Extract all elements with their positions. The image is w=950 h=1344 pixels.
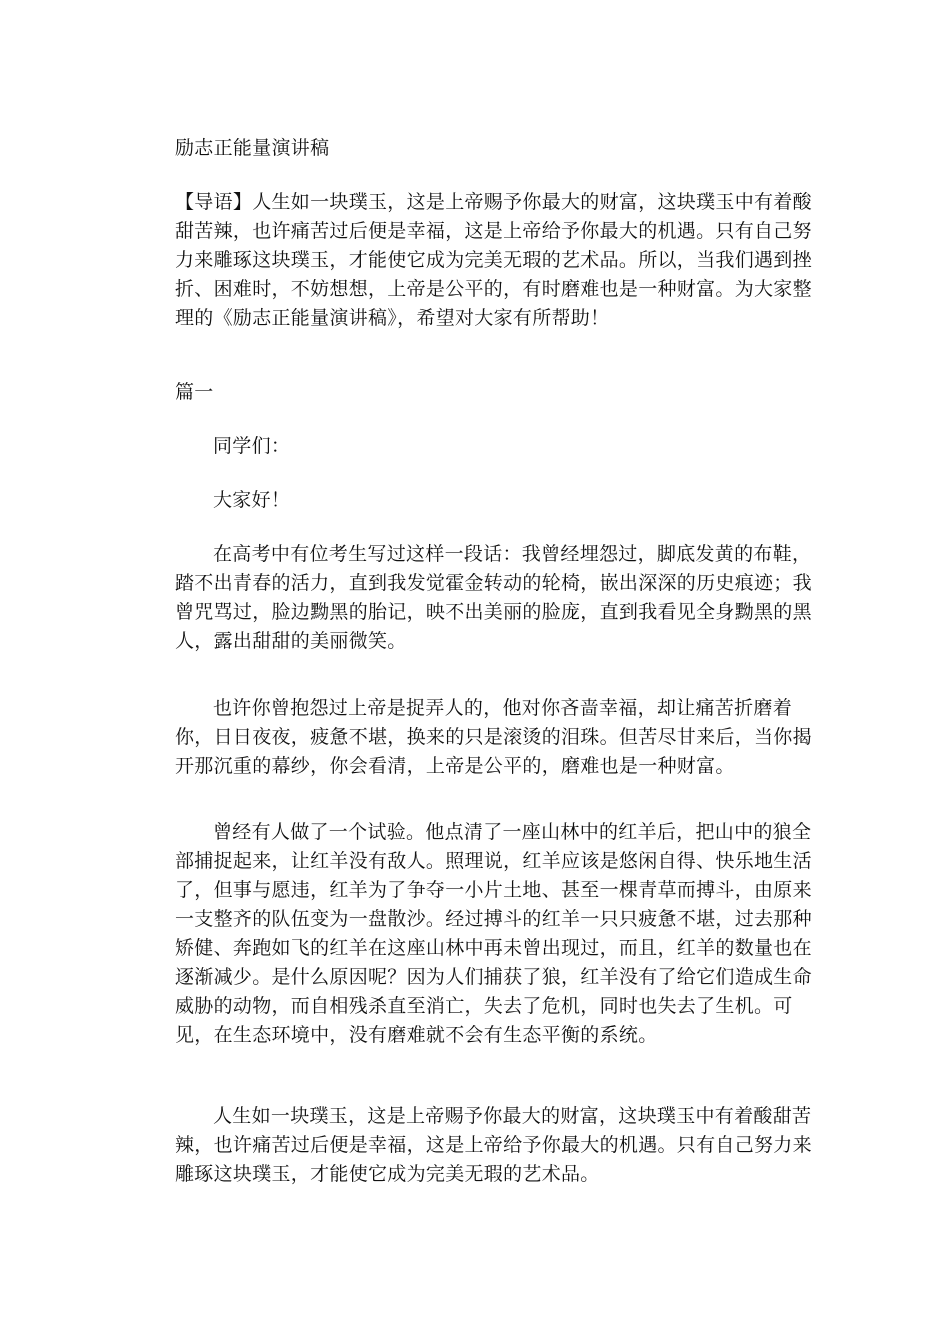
hello-line: 大家好！ — [213, 489, 291, 511]
greeting-line: 同学们： — [213, 435, 291, 457]
document-title: 励志正能量演讲稿 — [175, 137, 330, 159]
intro-paragraph: 【导语】人生如一块璞玉，这是上帝赐予你最大的财富，这块璞玉中有着酸甜苦辣，也许痛苦过后便是幸福，这是上帝给予你最大的机遇。只有自己努力来雕琢这块璞玉，才能使它成为完美无瑕的艺术品。所以，当我们遇到挫折、困难时，不妨想想，上帝是公平的，有时磨难也是一种财富。为大家整理的《励志正能量演讲稿》，希望对大家有所帮助！ — [175, 191, 812, 329]
body-paragraph-2: 也许你曾抱怨过上帝是捉弄人的，他对你吝啬幸福，却让痛苦折磨着你，日日夜夜，疲惫不堪，换来的只是滚烫的泪珠。但苦尽甘来后，当你揭开那沉重的幕纱，你会看清，上帝是公平的，磨难也是一种财富。 — [175, 697, 812, 777]
section-heading: 篇一 — [175, 381, 214, 403]
body-paragraph-1: 在高考中有位考生写过这样一段话：我曾经埋怨过，脚底发黄的布鞋，踏不出青春的活力，直到我发觉霍金转动的轮椅，嵌出深深的历史痕迹；我曾咒骂过，脸边黝黑的胎记，映不出美丽的脸庞，直到我看见全身黝黑的黑人，露出甜甜的美丽微笑。 — [175, 543, 812, 652]
body-paragraph-4: 人生如一块璞玉，这是上帝赐予你最大的财富，这块璞玉中有着酸甜苦辣，也许痛苦过后便是幸福，这是上帝给予你最大的机遇。只有自己努力来雕琢这块璞玉，才能使它成为完美无瑕的艺术品。 — [175, 1105, 812, 1185]
body-paragraph-3: 曾经有人做了一个试验。他点清了一座山林中的红羊后，把山中的狼全部捕捉起来，让红羊没有敌人。照理说，红羊应该是悠闲自得、快乐地生活了，但事与愿违，红羊为了争夺一小片土地、甚至一棵青草而搏斗，由原来一支整齐的队伍变为一盘散沙。经过搏斗的红羊一只只疲惫不堪，过去那种矫健、奔跑如飞的红羊在这座山林中再未曾出现过，而且，红羊的数量也在逐渐减少。是什么原因呢？因为人们捕获了狼，红羊没有了给它们造成生命威胁的动物，而自相残杀直至消亡，失去了危机，同时也失去了生机。可见，在生态环境中，没有磨难就不会有生态平衡的系统。 — [175, 821, 812, 1046]
